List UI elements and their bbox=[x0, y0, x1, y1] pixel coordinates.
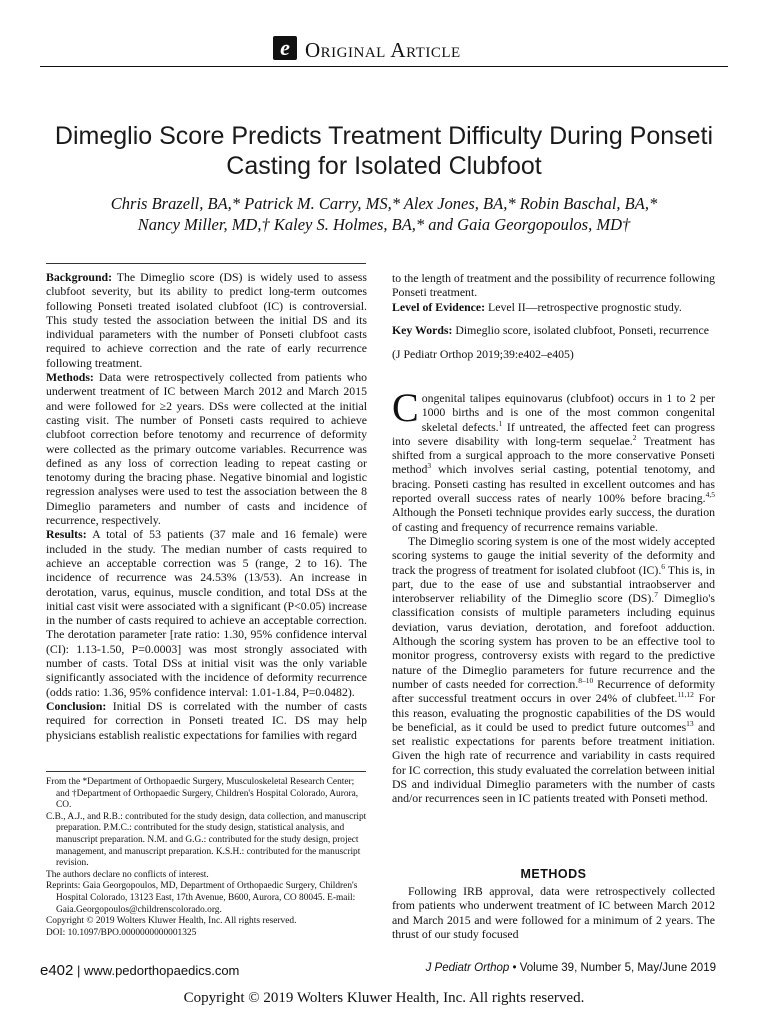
abstract-conclusion bbox=[46, 699, 367, 742]
key-words-label: Key Words: bbox=[392, 323, 453, 337]
citation: (J Pediatr Orthop 2019;39:e402–e405) bbox=[392, 347, 574, 361]
page-number: e402 bbox=[40, 962, 74, 979]
abstract-background-label: Background: bbox=[46, 270, 112, 284]
footnote-copyright: Copyright © 2019 Wolters Kluwer Health, Inc. All rights reserved. bbox=[46, 916, 297, 927]
abstract-conclusion-cont: to the length of treatment and the possibility of recurrence following Ponseti treatment. bbox=[392, 271, 716, 300]
methods-heading: METHODS bbox=[520, 867, 587, 881]
article-type-label: Original Article bbox=[305, 38, 461, 62]
drop-cap: C bbox=[392, 385, 419, 430]
author-line-1: Chris Brazell, BA,* Patrick M. Carry, MS,* Alex Jones, BA,* Robin Baschal, BA,* bbox=[110, 194, 658, 213]
abstract-level bbox=[392, 300, 715, 314]
body-paragraph-1: Congenital talipes equinovarus (clubfoot) occurs in 1 to 2 per 1000 births and is one of the most common congenital skeletal defects.$^1$ If untreated, the affected feet can progress into severe disability with long-term sequelae.$^2$ Treatment has shifted from a surgical approach to the more conservative Ponseti method$^3$ which involves serial casting, potential tenotomy, and bracing. Ponseti casting has resulted in excellent outcomes and has reported overall success rates of nearly 100% before bracing.$^{4,5}$ Although the Ponseti technique provides early success, the duration of casting and frequency of recurrence remains variable. bbox=[392, 385, 716, 534]
footnote-doi: DOI: 10.1097/BPO.0000000000001325 bbox=[46, 927, 197, 938]
footnote-reprints: Reprints: Gaia Georgopoulos, MD, Department of Orthopaedic Surgery, Children's Hospital Colorado, 13123 East, 17th Avenue, B600, Aurora, CO 80045. E-mail: Gaia.Georgopoulos@childrenscolorado.org. bbox=[46, 881, 358, 915]
methods-text bbox=[392, 884, 715, 941]
journal-logo: e bbox=[273, 36, 297, 60]
abstract-continuation bbox=[392, 271, 715, 314]
journal-website: www.pedorthopaedics.com bbox=[84, 963, 240, 978]
abstract-conclusion-label: Conclusion: bbox=[46, 698, 107, 713]
level-label: Level of Evidence: bbox=[392, 299, 486, 314]
footnote-contributions: C.B., A.J., and R.B.: contributed for the study design, data collection, and manuscript preparation. P.M.C.: contributed for the study design, statistical analysis, and manuscript preparation. N.M. and G.G.: contributed for the study design, project management, and manuscript preparation. K.S.H.: contributed for the manuscript revision. bbox=[46, 811, 367, 869]
abstract-background-text: The Dimeglio score (DS) is widely used to assess clubfoot severity, but its ability to predict long-term outcomes following Ponseti treated isolated clubfoot (IC) is controversial. This study tested the association between the initial DS and its individual parameters with the number of Ponseti clubfoot casts required to achieve correction and the rate of early recurrence following treatment. bbox=[46, 270, 367, 370]
page-footer-left bbox=[40, 962, 239, 979]
page-footer-right bbox=[426, 962, 716, 974]
body-text bbox=[392, 385, 716, 806]
author-line-2: Nancy Miller, MD,† Kaley S. Holmes, BA,* and Gaia Georgopoulos, MD† bbox=[137, 215, 631, 234]
footnotes bbox=[46, 777, 367, 939]
abstract bbox=[46, 270, 367, 742]
journal-name: J Pediatr Orthop bbox=[425, 962, 510, 974]
author-list bbox=[40, 193, 728, 235]
abstract-methods bbox=[46, 370, 367, 527]
copyright-notice: Copyright © 2019 Wolters Kluwer Health, Inc. All rights reserved. bbox=[183, 990, 585, 1006]
footnote-rule bbox=[46, 771, 366, 772]
abstract-results-label: Results: bbox=[46, 527, 87, 542]
abstract-conclusion-text: Initial DS is correlated with the number of casts required for correction in Ponseti treated IC. DS may help physicians establish realistic expectations for families with regard bbox=[46, 698, 367, 742]
abstract-background bbox=[46, 270, 367, 370]
level-text: Level II—retrospective prognostic study. bbox=[488, 299, 682, 314]
abstract-methods-text: Data were retrospectively collected from patients who underwent treatment of IC between March 2012 and March 2015 and were followed for ≥2 years. DSs were collected at the initial casting visit. The number of Ponseti casts required to achieve clubfoot correction before tenotomy and recurrence of deformity were collected as the primary outcome variables. Recurrence was defined as any loss of correction leading to repeat casting or tenotomy during the bracing phase. Negative binomial and logistic regression analyses were used to test the association between the 8 Dimeglio parameters and number of casts and incidence of recurrence, respectively. bbox=[46, 370, 368, 528]
footnote-conflicts: The authors declare no conflicts of interest. bbox=[46, 869, 209, 880]
abstract-methods-label: Methods: bbox=[46, 370, 94, 385]
footer-separator: | bbox=[77, 963, 81, 978]
key-words bbox=[392, 323, 715, 337]
abstract-results-text: A total of 53 patients (37 male and 16 female) were included in the study. The median number of casts required to achieve an acceptable correction was 5 (range, 2 to 16). The incidence of recurrence was 24.53% (13/53). An increase in derotation, varus, equinus, muscle condition, and total DSs at the initial cast visit were associated with a significant (P<0.05) increase in the number of casts required to achieve an acceptable correction. The derotation parameter [rate ratio: 1.30, 95% confidence interval (CI): 1.13-1.50, P=0.0003] was most strongly associated with number of casts. Total DSs at initial visit was the only variable significantly associated with the incidence of deformity recurrence (odds ratio: 1.36, 95% confidence interval: 1.01-1.84, P=0.0482). bbox=[46, 527, 367, 699]
abstract-results bbox=[46, 527, 367, 699]
abstract-top-rule bbox=[46, 263, 366, 264]
header-rule bbox=[40, 66, 728, 67]
article-title: Dimeglio Score Predicts Treatment Difficulty During Ponseti Casting for Isolated Clubfoot bbox=[54, 122, 714, 180]
methods-paragraph: Following IRB approval, data were retrospectively collected from patients who underwent treatment of IC between March 2012 and March 2015 and were followed for a minimum of 2 years. The thrust of our study focused bbox=[392, 884, 715, 941]
key-words-text: Dimeglio score, isolated clubfoot, Ponseti, recurrence bbox=[455, 323, 709, 337]
journal-issue: • Volume 39, Number 5, May/June 2019 bbox=[512, 962, 716, 974]
footnote-affiliation: From the *Department of Orthopaedic Surgery, Musculoskeletal Research Center; and †Department of Orthopaedic Surgery, Children's Hospital Colorado, Aurora, CO. bbox=[46, 777, 359, 811]
body-paragraph-2: The Dimeglio scoring system is one of the most widely accepted scoring systems to gauge the initial severity of the deformity and track the progress of treatment for isolated clubfoot (IC).$^6$ This is, in part, due to the ease of use and substantial intraobserver and interobserver reliability of the Dimeglio score (DS).$^7$ Dimeglio's classification consists of multiple parameters including equinus deviation, varus deviation, derotation, and forefoot adduction. Although the scoring system has proven to be an effective tool to monitor progress, controversy exists with regard to the predictive nature of the Dimeglio parameters for future recurrence and the number of casts needed for correction.$^{8-10}$ Recurrence of deformity after successful treatment occurs in over 24% of clubfeet.$^{11,12}$ For this reason, evaluating the prognostic capabilities of the DS would be beneficial, as it could be used to predict future outcomes$^{13}$ and set realistic expectations for parents before treatment initiation. Given the high rate of recurrence and variability in casts required for IC correction, this study evaluated the correlation between initial DS and individual Dimeglio parameters with the number of casts and/or recurrences seen in IC patients treated with Ponseti method. bbox=[392, 533, 715, 806]
